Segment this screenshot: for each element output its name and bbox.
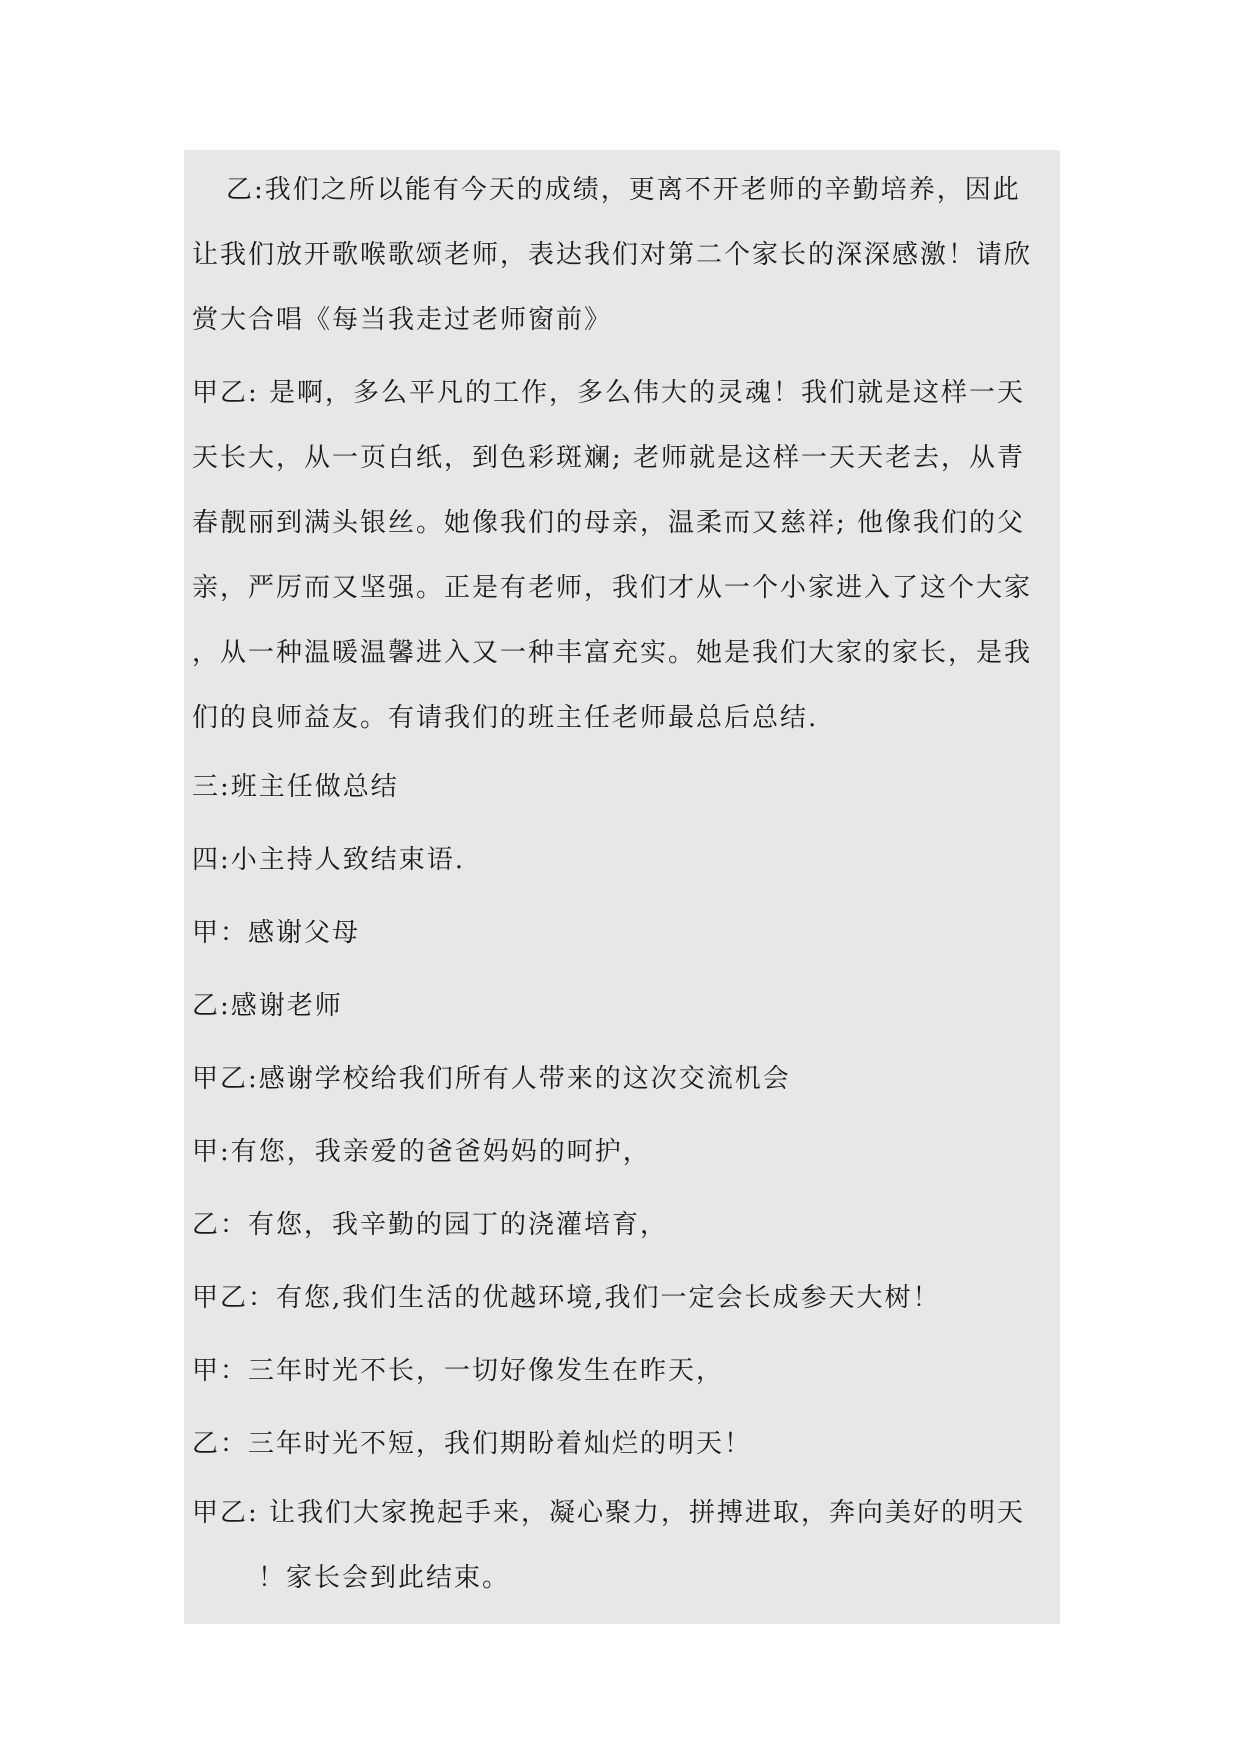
text-line: 们的良师益友。有请我们的班主任老师最总后总结.: [192, 703, 819, 733]
dialogue-line: 甲:有您，我亲爱的爸爸妈妈的呵护，: [192, 1137, 651, 1167]
section-heading-summary: 三:班主任做总结: [192, 772, 399, 802]
dialogue-line: 甲：三年时光不长，一切好像发生在昨天，: [192, 1356, 725, 1386]
text-line: 天长大，从一页白纸，到色彩斑斓; 老师就是这样一天天老去，从青: [192, 443, 1026, 473]
dialogue-line: 甲乙:感谢学校给我们所有人带来的这次交流机会: [192, 1064, 791, 1094]
dialogue-line: 甲乙：有您,我们生活的优越环境,我们一定会长成参天大树！: [192, 1283, 941, 1313]
text-line: 甲乙: 是啊，多么平凡的工作，多么伟大的灵魂！我们就是这样一天: [192, 378, 1026, 408]
script-text-block: [184, 150, 1060, 1624]
text-line: 让我们放开歌喉歌颂老师，表达我们对第二个家长的深深感激！请欣: [192, 240, 1033, 270]
dialogue-line: 乙:感谢老师: [192, 991, 343, 1021]
text-line: 乙:我们之所以能有今天的成绩，更离不开老师的辛勤培养，因此: [226, 175, 1021, 205]
paragraph-teacher-praise: [192, 158, 1054, 353]
dialogue-line: 甲：感谢父母: [192, 918, 361, 948]
paragraph-teacher-tribute: [192, 361, 1054, 751]
text-line: 春靓丽到满头银丝。她像我们的母亲，温柔而又慈祥; 他像我们的父: [192, 508, 1026, 538]
text-line: ！家长会到此结束。: [258, 1563, 511, 1593]
text-line: 赏大合唱《每当我走过老师窗前》: [192, 305, 613, 335]
section-heading-closing: 四:小主持人致结束语.: [192, 845, 466, 875]
text-line: ，从一种温暖温馨进入又一种丰富充实。她是我们大家的家长，是我: [192, 638, 1033, 668]
dialogue-line: 乙：三年时光不短，我们期盼着灿烂的明天！: [192, 1429, 753, 1459]
dialogue-line: 乙：有您，我辛勤的园丁的浇灌培育，: [192, 1210, 669, 1240]
text-line: 亲，严厉而又坚强。正是有老师，我们才从一个小家进入了这个大家: [192, 573, 1033, 603]
paragraph-closing-remarks: [192, 1481, 1054, 1611]
text-line: 甲乙: 让我们大家挽起手来，凝心聚力，拼搏进取，奔向美好的明天: [192, 1498, 1026, 1528]
